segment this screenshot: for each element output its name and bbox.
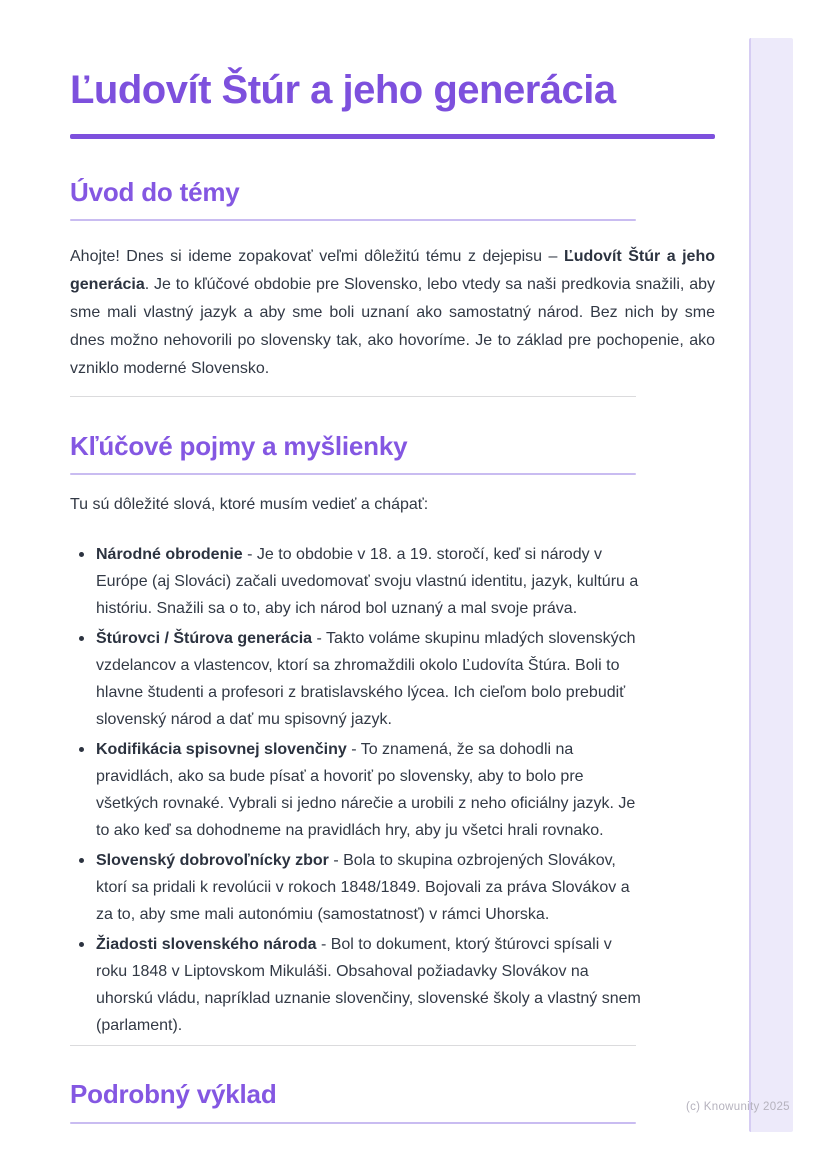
list-item (70, 931, 715, 1039)
list-item-text (96, 625, 641, 733)
section-heading-concepts: Kľúčové pojmy a myšlienky (70, 431, 408, 461)
list-item (70, 736, 715, 844)
concept-description: Je to obdobie v 18. a 19. storočí, keď si národy v Európe (aj Slováci) začali uvedomovať svoju vlastnú identitu, jazyk, kultúru a históriu. Snažili sa o to, aby ich národ bol uznaný a mal svoje práva. (96, 546, 639, 617)
concept-separator: - (242, 546, 257, 563)
list-item (70, 847, 715, 928)
list-item-text (96, 847, 641, 928)
concept-description: Takto voláme skupinu mladých slovenských vzdelancov a vlastencov, ktorí sa zhromaždili okolo Ľudovíta Štúra. Boli to hlavne študenti a profesori z bratislavského lýcea. Ich cieľom bolo prebudiť slovenský národ a dať mu spisovný jazyk. (96, 630, 636, 728)
heading-underline (70, 473, 636, 475)
concept-separator: - (316, 936, 331, 953)
bullet-icon (79, 747, 84, 752)
concepts-lead: Tu sú dôležité slová, ktoré musím vedieť a chápať: (70, 496, 429, 513)
list-item-text (96, 541, 641, 622)
concept-separator: - (328, 852, 344, 869)
concept-term: Štúrovci / Štúrova generácia (96, 630, 313, 647)
heading-underline (70, 1122, 636, 1124)
heading-underline (70, 219, 636, 221)
section-divider (70, 396, 636, 397)
intro-paragraph (70, 243, 715, 383)
concept-separator: - (312, 630, 327, 647)
intro-text-bold: Ľudovít Štúr a jeho generácia (70, 248, 716, 293)
concept-term: Národné obrodenie (96, 546, 243, 563)
watermark: (c) Knowunity 2025 (686, 1101, 790, 1113)
concept-description: To znamená, že sa dohodli na pravidlách, ako sa bude písať a hovoriť po slovensky, aby to bolo pre všetkých rovnaké. Vybrali si jedno nárečie a urobili z neho oficiálny jazyk. Je to ako keď sa dohodneme na pravidlách hry, aby ju všetci hrali rovnako. (96, 741, 636, 839)
bullet-icon (79, 636, 84, 641)
scrollbar-thumb[interactable] (749, 38, 793, 1132)
list-item (70, 541, 715, 622)
concept-description: Bola to skupina ozbrojených Slovákov, ktorí sa pridali k revolúcii v rokoch 1848/1849. Bojovali za práva Slovákov a za to, aby sme mali autonómiu (samostatnosť) v rámci Uhorska. (96, 852, 630, 923)
list-item-text (96, 736, 641, 844)
concepts-list (70, 541, 715, 1039)
bullet-icon (79, 942, 84, 947)
concept-separator: - (346, 741, 361, 758)
document-page (70, 0, 715, 1124)
intro-text-post: . Je to kľúčové obdobie pre Slovensko, lebo vtedy sa naši predkovia snažili, aby sme mali vlastný jazyk a aby sme boli uznaní ako samostatný národ. Bez nich by sme dnes možno nehovorili po slovensky tak, ako hovoríme. Je to základ pre pochopenie, ako vzniklo moderné Slovensko. (70, 276, 715, 377)
concept-description: Bol to dokument, ktorý štúrovci spísali v roku 1848 v Liptovskom Mikuláši. Obsahoval požiadavky Slovákov na uhorskú vládu, napríklad uznanie slovenčiny, slovenské školy a vlastný snem (parlament). (96, 936, 641, 1034)
intro-text-pre: Ahojte! Dnes si ideme zopakovať veľmi dôležitú tému z dejepisu – (70, 248, 564, 265)
section-heading-detail: Podrobný výklad (70, 1079, 277, 1109)
concept-term: Slovenský dobrovoľnícky zbor (96, 852, 329, 869)
section-heading-intro: Úvod do témy (70, 177, 240, 207)
list-item-text (96, 931, 641, 1039)
page-title: Ľudovít Štúr a jeho generácia (70, 68, 616, 112)
bullet-icon (79, 858, 84, 863)
concept-term: Kodifikácia spisovnej slovenčiny (96, 741, 347, 758)
section-divider (70, 1045, 636, 1046)
list-item (70, 625, 715, 733)
bullet-icon (79, 552, 84, 557)
concept-term: Žiadosti slovenského národa (96, 936, 317, 953)
title-underline (70, 134, 715, 139)
